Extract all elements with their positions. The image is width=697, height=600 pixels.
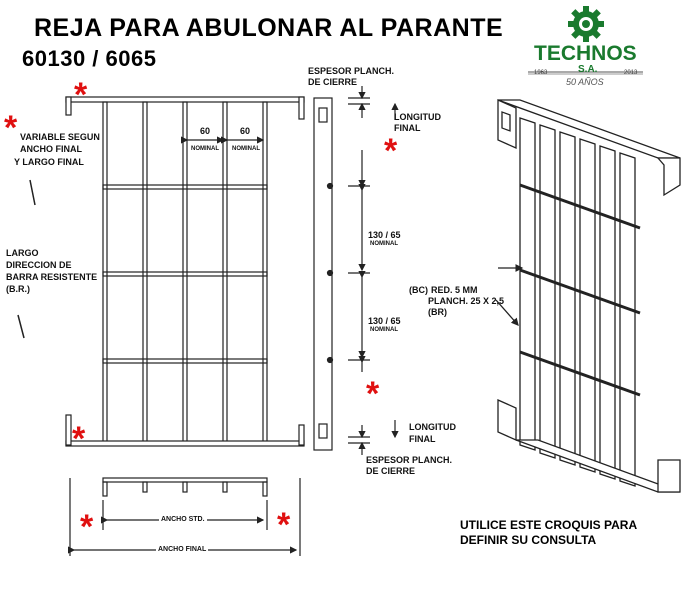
label-largo-line1: LARGO <box>6 248 39 258</box>
label-largo-line2: DIRECCION DE <box>6 260 72 270</box>
label-largo-line3: BARRA RESISTENTE <box>6 272 98 282</box>
espesor-top-line1: ESPESOR PLANCH. <box>308 66 395 76</box>
side-view <box>314 86 398 455</box>
asterisk-variable: * <box>4 109 18 147</box>
nominal-upper: NOMINAL <box>370 241 398 247</box>
asterisk-bottom-view-left: * <box>80 508 94 546</box>
logo-suffix: S.A. <box>578 64 598 75</box>
nominal-left: NOMINAL <box>191 146 219 152</box>
label-planch: PLANCH. 25 X 2,5 <box>428 296 505 306</box>
label-ancho-final: ANCHO FINAL <box>158 546 207 553</box>
longitud-top-line1: LONGITUD <box>394 112 441 122</box>
logo-anniversary: 50 AÑOS <box>566 77 604 87</box>
nominal-lower: NOMINAL <box>370 327 398 333</box>
label-red: RED. 5 MM <box>431 285 478 295</box>
espesor-bottom-line2: DE CIERRE <box>366 466 416 476</box>
espesor-top-line2: DE CIERRE <box>308 77 358 87</box>
dim-130-65-upper: 130 / 65 <box>368 230 401 240</box>
asterisk-bottom-left: * <box>72 420 86 458</box>
label-ancho-std: ANCHO STD. <box>161 516 205 523</box>
longitud-top-line2: FINAL <box>394 123 421 133</box>
asterisk-top-left: * <box>74 76 88 114</box>
asterisk-side-bottom: * <box>366 375 380 413</box>
longitud-bottom-line1: LONGITUD <box>409 422 456 432</box>
longitud-bottom-line2: FINAL <box>409 434 436 444</box>
label-br: (BR) <box>428 307 447 317</box>
dim-60-left: 60 <box>200 126 211 136</box>
label-largo-line4: (B.R.) <box>6 284 30 294</box>
label-bc: (BC) <box>409 285 428 295</box>
page-title: REJA PARA ABULONAR AL PARANTE <box>34 14 504 42</box>
label-variable-line3: Y LARGO FINAL <box>14 157 84 167</box>
dim-130-65-lower: 130 / 65 <box>368 316 401 326</box>
dim-60-right: 60 <box>240 126 251 136</box>
label-variable-line1: VARIABLE SEGUN <box>20 132 100 142</box>
nominal-right: NOMINAL <box>232 146 260 152</box>
page-subtitle: 60130 / 6065 <box>22 46 157 71</box>
note-line1: UTILICE ESTE CROQUIS PARA <box>460 518 638 532</box>
logo-brand: TECHNOS <box>534 42 637 65</box>
isometric-view <box>496 100 680 492</box>
asterisk-bottom-view-right: * <box>277 506 291 544</box>
logo-year-start: 1963 <box>534 70 548 76</box>
note-line2: DEFINIR SU CONSULTA <box>460 533 597 547</box>
asterisk-side-top: * <box>384 132 398 170</box>
espesor-bottom-line1: ESPESOR PLANCH. <box>366 455 453 465</box>
logo-year-end: 2013 <box>624 70 638 76</box>
label-variable-line2: ANCHO FINAL <box>20 144 82 154</box>
